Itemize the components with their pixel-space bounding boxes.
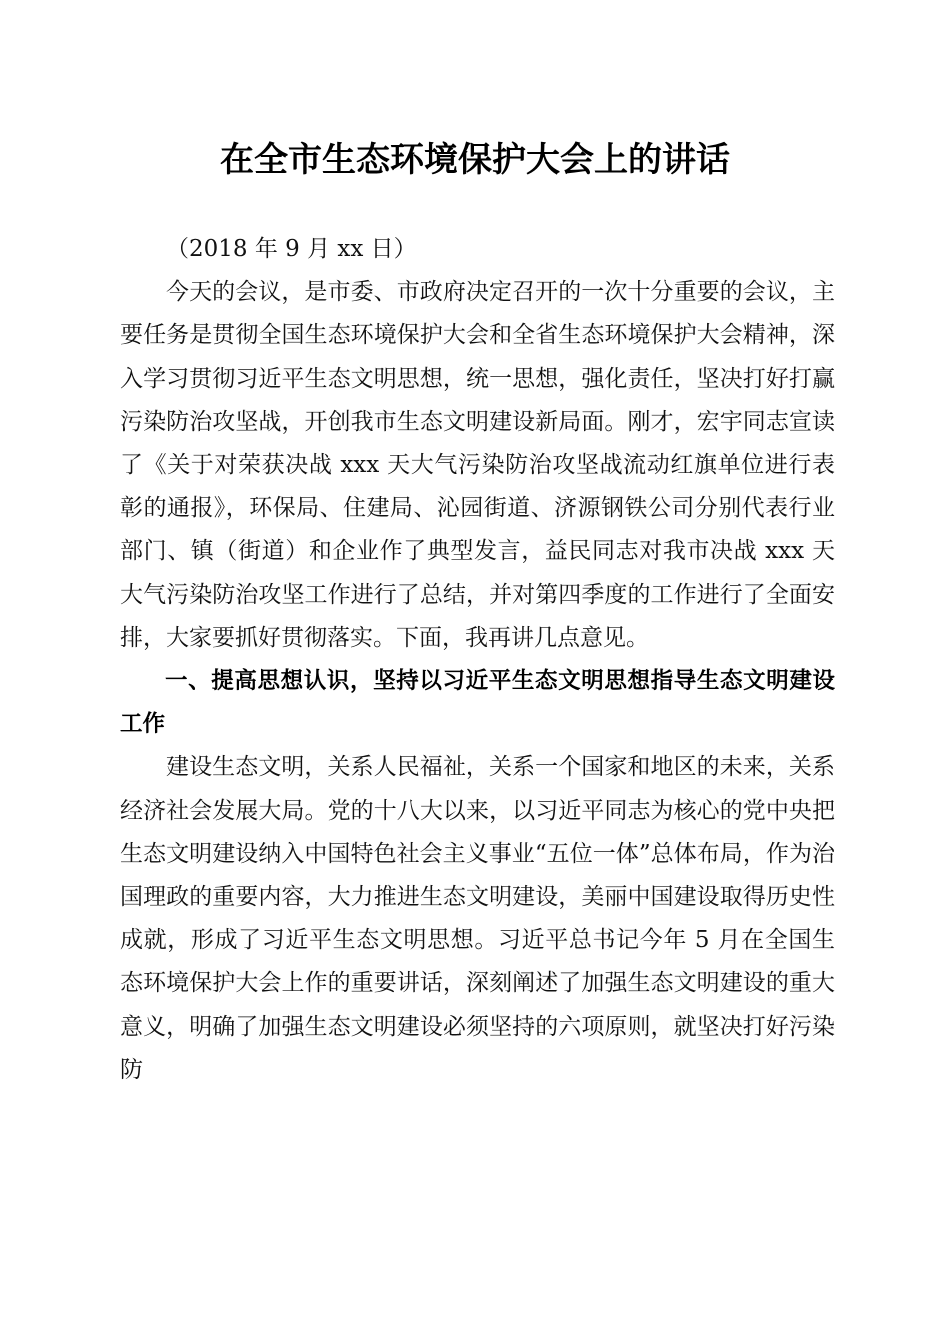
- document-body: [120, 228, 835, 1092]
- speech-date: （2018 年 9 月 xx 日）: [166, 236, 417, 262]
- intro-paragraph: 今天的会议，是市委、市政府决定召开的一次十分重要的会议，主要任务是贯彻全国生态环境保护大会和全省生态环境保护大会精神，深入学习贯彻习近平生态文明思想，统一思想，强化责任，坚决打好打赢污染防治攻坚战，开创我市生态文明建设新局面。刚才，宏宇同志宣读了《关于对荣获决战 xxx 天大气污染防治攻坚战流动红旗单位进行表彰的通报》，环保局、住建局、沁园街道、济源钢铁公司分别代表行业部门、镇（街道）和企业作了典型发言，益民同志对我市决战 xxx 天大气污染防治攻坚工作进行了总结，并对第四季度的工作进行了全面安排，大家要抓好贯彻落实。下面，我再讲几点意见。: [120, 279, 835, 651]
- section-heading-1: 一、提高思想认识，坚持以习近平生态文明思想指导生态文明建设工作: [120, 668, 835, 738]
- section-1-paragraph: 建设生态文明，关系人民福祉，关系一个国家和地区的未来，关系经济社会发展大局。党的十八大以来，以习近平同志为核心的党中央把生态文明建设纳入中国特色社会主义事业“五位一体”总体布局，作为治国理政的重要内容，大力推进生态文明建设，美丽中国建设取得历史性成就，形成了习近平生态文明思想。习近平总书记今年 5 月在全国生态环境保护大会上作的重要讲话，深刻阐述了加强生态文明建设的重大意义，明确了加强生态文明建设必须坚持的六项原则，就坚决打好污染防: [120, 754, 835, 1083]
- document-title: 在全市生态环境保护大会上的讲话: [220, 140, 730, 180]
